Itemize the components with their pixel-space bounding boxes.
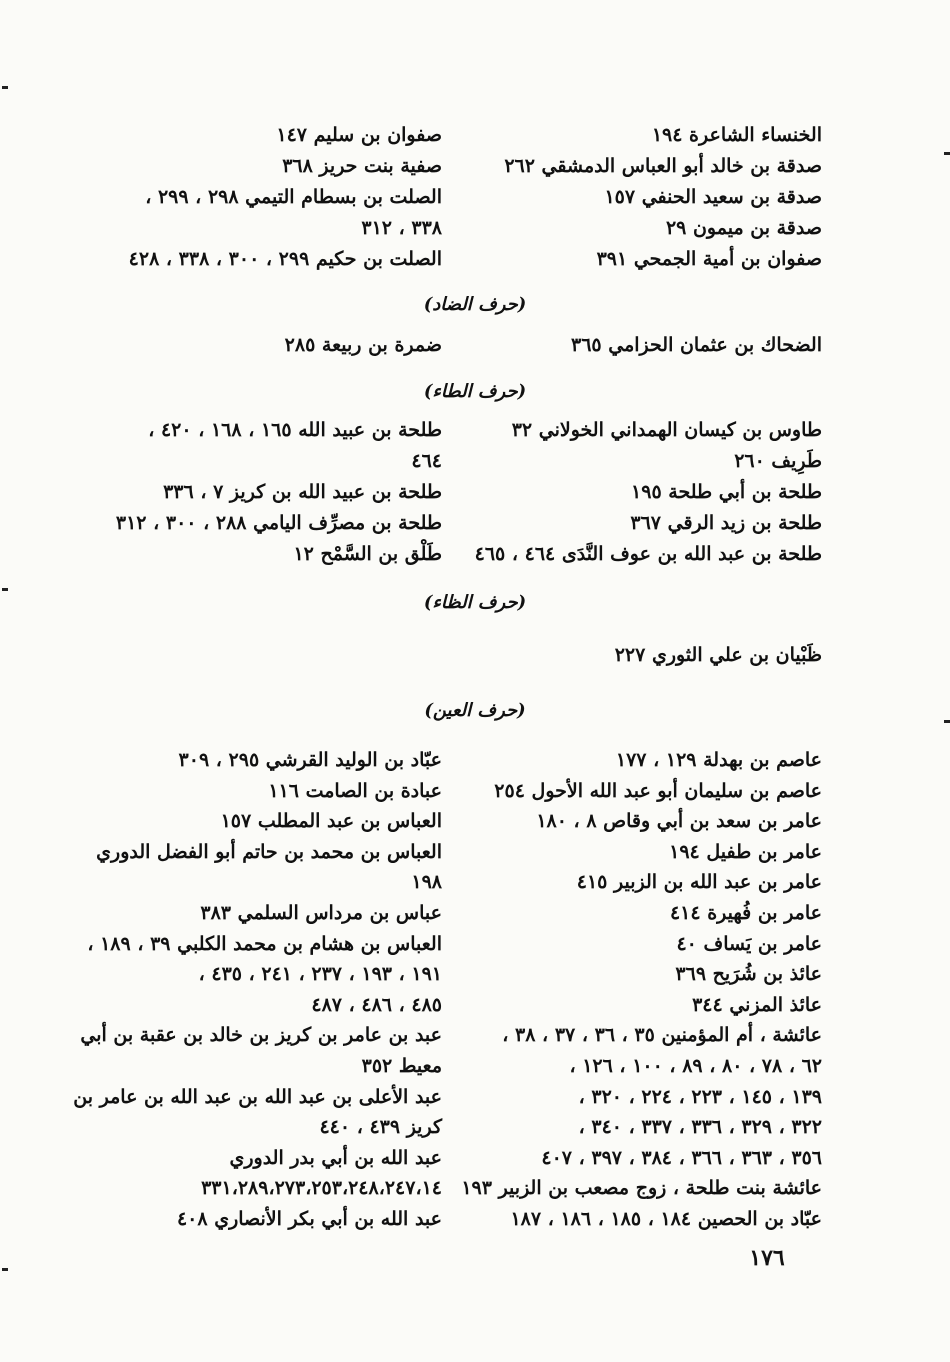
index-entry: ١٩٨: [411, 871, 442, 894]
index-entry: العباس بن عبد المطلب ١٥٧: [220, 810, 442, 833]
index-entry: عامر بن سعد بن أبي وقاص ٨ ، ١٨٠: [536, 810, 822, 833]
index-entry: صفية بنت حريز ٣٦٨: [282, 155, 442, 177]
index-entry: عبد الله بن أبي بدر الدوري: [229, 1146, 442, 1169]
index-entry: ١٩١ ، ١٩٣ ، ٢٣٧ ، ٢٤١ ، ٤٣٥ ،: [198, 963, 442, 986]
index-entry: عاصم بن سليمان أبو عبد الله الأحول ٢٥٤: [494, 779, 822, 802]
index-entry: عامر بن طفيل ١٩٤: [669, 840, 822, 863]
ayn-left-column: [73, 745, 442, 1235]
index-entry: طَرِيف ٢٦٠: [734, 450, 822, 472]
index-entry: عائشة بنت طلحة ، زوج مصعب بن الزبير ١٩٣: [461, 1177, 822, 1200]
index-entry: طَلْق بن السَّمْح ١٢: [293, 543, 442, 565]
index-entry: طلحة بن عبيد الله ١٦٥ ، ١٦٨ ، ٤٢٠ ،: [148, 419, 442, 441]
index-entry: الخنساء الشاعرة ١٩٤: [651, 124, 822, 146]
index-entry: عبادة بن الصامت ١١٦: [268, 779, 442, 802]
ayn-right-column: [461, 745, 822, 1235]
index-entry: عبّاد بن الوليد القرشي ٢٩٥ ، ٣٠٩: [178, 749, 442, 771]
index-entry: عبّاد بن الحصين ١٨٤ ، ١٨٥ ، ١٨٦ ، ١٨٧: [510, 1207, 822, 1230]
ta-left-column: [77, 415, 442, 570]
index-entry: ٣٥٦ ، ٣٦٣ ، ٣٦٦ ، ٣٨٤ ، ٣٩٧ ، ٤٠٧: [541, 1146, 822, 1169]
index-entry: ضمرة بن ربيعة ٢٨٥: [284, 334, 442, 356]
index-entry: صفوان بن أمية الجمحي ٣٩١: [596, 248, 822, 270]
index-entry: عائشة ، أم المؤمنين ٣٥ ، ٣٦ ، ٣٧ ، ٣٨ ،: [502, 1024, 822, 1047]
index-entry: ٣٢٢ ، ٣٢٩ ، ٣٣٦ ، ٣٣٧ ، ٣٤٠ ،: [578, 1116, 822, 1139]
page-number: ١٧٦: [749, 1245, 785, 1271]
index-entry: ٤٨٥ ، ٤٨٦ ، ٤٨٧: [311, 993, 442, 1016]
index-entry: ٣٣٨ ، ٣١٢: [361, 217, 442, 239]
index-entry: عامر بن فُهيرة ٤١٤: [669, 901, 822, 924]
index-entry: ٣٣١،٢٨٩،٢٧٣،٢٥٣،٢٤٨،٢٤٧،١٤: [201, 1177, 442, 1200]
index-entry: عباس بن مرداس السلمي ٣٨٣: [200, 901, 442, 924]
index-entry: صفوان بن سليم ١٤٧: [276, 124, 442, 146]
scan-mark: [944, 152, 950, 155]
section-header-ta: (حرف الطاء): [423, 381, 527, 402]
dad-left-column: [77, 330, 442, 361]
index-entry: طاوس بن كيسان الهمداني الخولاني ٣٢: [511, 419, 822, 441]
index-entry: عامر بن عبد الله بن الزبير ٤١٥: [576, 871, 822, 894]
index-entry: العباس بن هشام بن محمد الكلبي ٣٩ ، ١٨٩ ،: [87, 932, 442, 955]
index-entry: صدقة بن خالد أبو العباس الدمشقي ٢٦٢: [504, 155, 822, 177]
sad-left-column: [77, 120, 442, 275]
index-entry: عبد الأعلى بن عبد الله بن عبد الله بن عامر بن: [73, 1085, 442, 1108]
section-header-dad: (حرف الضاد): [423, 294, 527, 315]
index-entry: عبد الله بن أبي بكر الأنصاري ٤٠٨: [176, 1207, 442, 1230]
scan-mark: [2, 588, 8, 591]
index-entry: طلحة بن عبيد الله بن كريز ٧ ، ٣٣٦: [163, 481, 442, 503]
section-header-ayn: (حرف العين): [424, 700, 526, 721]
index-entry: عبد بن عامر بن كريز بن خالد بن عقبة بن أبي: [80, 1024, 442, 1047]
index-entry: طلحة بن عبد الله بن عوف النَّدَى ٤٦٤ ، ٤٦٥: [474, 543, 822, 565]
sad-right-column: [466, 120, 822, 275]
za-right-column: [466, 640, 822, 671]
index-entry: معيط ٣٥٢: [361, 1054, 442, 1077]
index-entry: العباس بن محمد بن حاتم أبو الفضل الدوري: [96, 840, 442, 863]
index-entry: ٦٢ ، ٧٨ ، ٨٠ ، ٨٩ ، ١٠٠ ، ١٢٦ ،: [569, 1054, 822, 1077]
index-entry: كريز ٤٣٩ ، ٤٤٠: [319, 1116, 442, 1139]
index-entry: ظَبْيان بن علي الثوري ٢٢٧: [614, 644, 822, 666]
index-entry: صدقة بن سعيد الحنفي ١٥٧: [604, 186, 822, 208]
section-header-za: (حرف الظاء): [423, 592, 527, 613]
index-entry: طلحة بن مصرِّف اليامي ٢٨٨ ، ٣٠٠ ، ٣١٢: [115, 512, 442, 534]
index-entry: الصلت بن بسطام التيمي ٢٩٨ ، ٢٩٩ ،: [145, 186, 442, 208]
ta-right-column: [466, 415, 822, 570]
index-entry: عاصم بن بهدلة ١٢٩ ، ١٧٧: [615, 749, 822, 771]
index-entry: صدقة بن ميمون ٢٩: [665, 217, 822, 239]
index-entry: عامر بن يَساف ٤٠: [676, 932, 822, 955]
index-entry: عائذ بن شُرَيح ٣٦٩: [675, 963, 822, 986]
index-entry: طلحة بن زيد الرقي ٣٦٧: [630, 512, 822, 534]
index-entry: الصلت بن حكيم ٢٩٩ ، ٣٠٠ ، ٣٣٨ ، ٤٢٨: [128, 248, 442, 270]
index-entry: طلحة بن أبي طلحة ١٩٥: [631, 481, 822, 503]
index-entry: الضحاك بن عثمان الحزامي ٣٦٥: [571, 334, 822, 356]
scan-mark: [2, 1268, 8, 1271]
index-entry: ٤٦٤: [411, 450, 442, 472]
scan-mark: [2, 86, 8, 89]
dad-right-column: [466, 330, 822, 361]
index-entry: ١٣٩ ، ١٤٥ ، ٢٢٣ ، ٢٢٤ ، ٣٢٠ ،: [578, 1085, 822, 1108]
index-entry: عائذ المزني ٣٤٤: [692, 993, 822, 1016]
